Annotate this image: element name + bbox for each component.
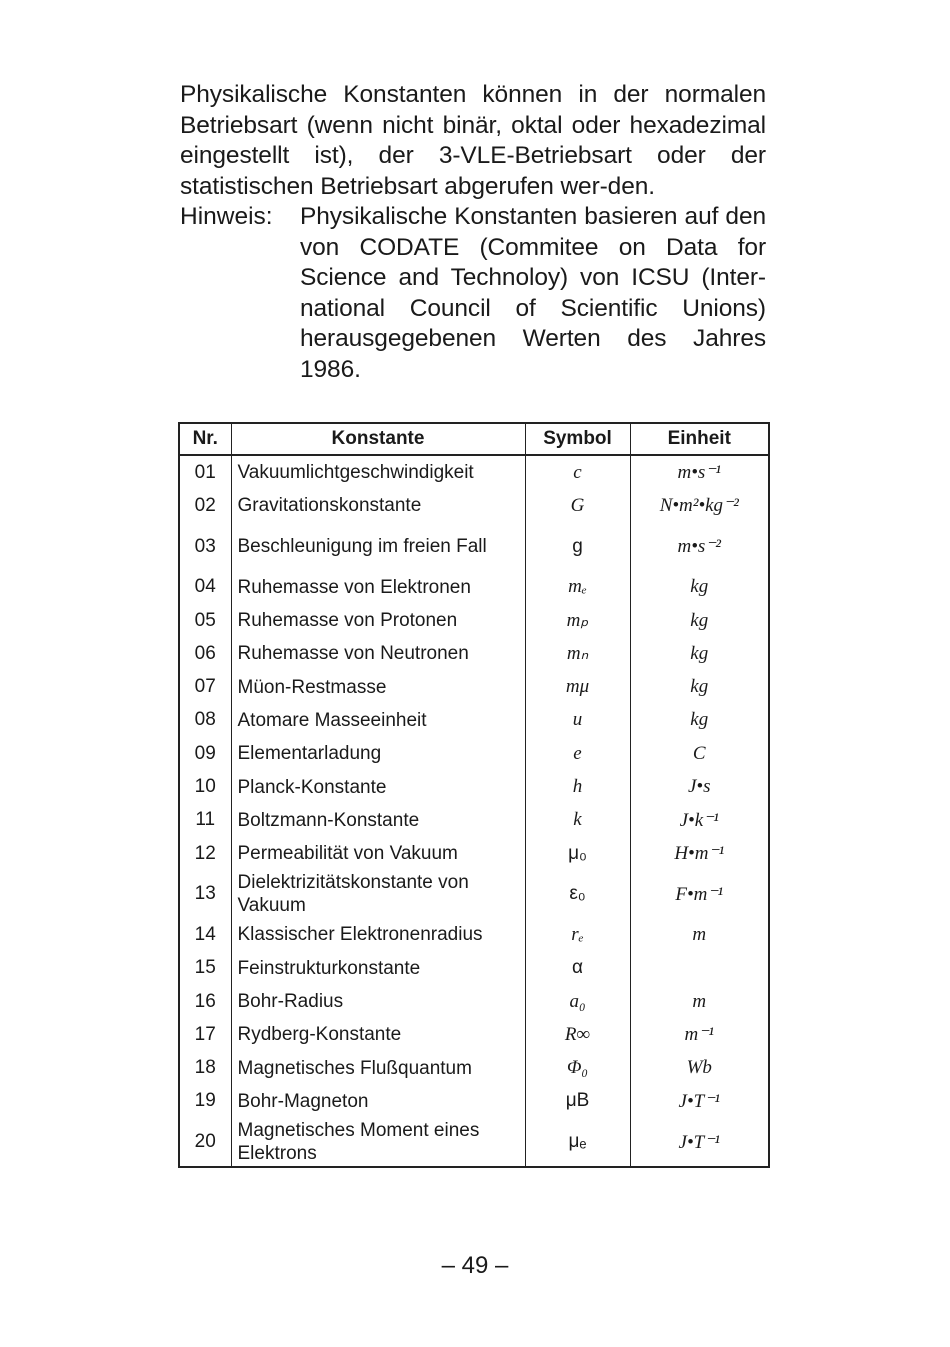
row-number: 17	[179, 1018, 231, 1051]
constant-name: Permeabilität von Vakuum	[231, 837, 525, 870]
constant-name: Feinstrukturkonstante	[231, 952, 525, 985]
constant-name: Vakuumlichtgeschwindigkeit	[231, 455, 525, 489]
constant-symbol: mₙ	[525, 637, 630, 670]
constant-name: Müon-Restmasse	[231, 670, 525, 703]
row-number: 14	[179, 918, 231, 951]
constant-symbol: G	[525, 489, 630, 522]
header-konstante: Konstante	[231, 423, 525, 455]
constant-unit: N•m²•kg⁻²	[630, 489, 769, 522]
constant-unit: m	[630, 985, 769, 1018]
constant-name: Gravitationskonstante	[231, 489, 525, 522]
constant-unit: H•m⁻¹	[630, 837, 769, 870]
table-row	[179, 455, 769, 489]
constant-name: Dielektrizitätskonstante von Vakuum	[231, 870, 525, 918]
constants-table	[178, 422, 770, 1168]
row-number: 09	[179, 737, 231, 770]
note	[180, 202, 766, 385]
constant-name: Bohr-Magneton	[231, 1085, 525, 1118]
constant-symbol: ε₀	[525, 870, 630, 918]
constant-symbol: μB	[525, 1085, 630, 1118]
constant-symbol: R∞	[525, 1018, 630, 1051]
constant-symbol: rₑ	[525, 918, 630, 951]
constant-unit: J•T⁻¹	[630, 1085, 769, 1118]
table-row	[179, 489, 769, 522]
row-number: 03	[179, 523, 231, 571]
row-number: 20	[179, 1118, 231, 1167]
table-header-row	[179, 423, 769, 455]
row-number: 07	[179, 670, 231, 703]
constant-name: Magnetisches Moment eines Elektrons	[231, 1118, 525, 1167]
header-nr: Nr.	[179, 423, 231, 455]
constant-unit: J•k⁻¹	[630, 804, 769, 837]
constant-symbol: mₑ	[525, 571, 630, 604]
table-row	[179, 523, 769, 571]
row-number: 15	[179, 952, 231, 985]
constant-name: Ruhemasse von Elektronen	[231, 571, 525, 604]
constant-symbol: mₚ	[525, 604, 630, 637]
table-row	[179, 918, 769, 951]
row-number: 06	[179, 637, 231, 670]
table-row	[179, 804, 769, 837]
row-number: 11	[179, 804, 231, 837]
constant-symbol: c	[525, 455, 630, 489]
table-row	[179, 1018, 769, 1051]
row-number: 05	[179, 604, 231, 637]
constant-unit: m⁻¹	[630, 1018, 769, 1051]
row-number: 02	[179, 489, 231, 522]
constant-symbol: mμ	[525, 670, 630, 703]
constant-symbol: e	[525, 737, 630, 770]
constant-name: Beschleunigung im freien Fall	[231, 523, 525, 571]
table-row	[179, 1118, 769, 1167]
table-row	[179, 1085, 769, 1118]
note-label: Hinweis:	[180, 203, 273, 230]
constant-symbol: μ₀	[525, 837, 630, 870]
row-number: 01	[179, 455, 231, 489]
constant-name: Ruhemasse von Neutronen	[231, 637, 525, 670]
constant-name: Elementarladung	[231, 737, 525, 770]
constant-unit: C	[630, 737, 769, 770]
constant-name: Atomare Masseeinheit	[231, 704, 525, 737]
constant-name: Klassischer Elektronenradius	[231, 918, 525, 951]
table-row	[179, 870, 769, 918]
constant-name: Magnetisches Flußquantum	[231, 1051, 525, 1084]
constant-symbol: u	[525, 704, 630, 737]
header-symbol: Symbol	[525, 423, 630, 455]
table-row	[179, 604, 769, 637]
row-number: 19	[179, 1085, 231, 1118]
row-number: 18	[179, 1051, 231, 1084]
constant-name: Rydberg-Konstante	[231, 1018, 525, 1051]
constant-name: Boltzmann-Konstante	[231, 804, 525, 837]
table-row	[179, 637, 769, 670]
table-row	[179, 770, 769, 803]
constant-unit	[630, 952, 769, 985]
table-row	[179, 952, 769, 985]
table-row	[179, 837, 769, 870]
page-text	[180, 80, 766, 385]
page-number: – 49 –	[441, 1252, 509, 1279]
row-number: 10	[179, 770, 231, 803]
constant-symbol: k	[525, 804, 630, 837]
constant-unit: F•m⁻¹	[630, 870, 769, 918]
constant-unit: kg	[630, 571, 769, 604]
intro-paragraph: Physikalische Konstanten können in der normalen Betriebsart (wenn nicht binär, oktal oder hexadezimal eingestellt ist), der 3-VLE-Betriebsart oder der statistischen Betriebsart abgerufen wer-den.	[180, 81, 766, 200]
row-number: 08	[179, 704, 231, 737]
constant-unit: m•s⁻¹	[630, 455, 769, 489]
table-row	[179, 571, 769, 604]
table-row	[179, 1051, 769, 1084]
constant-symbol: μₑ	[525, 1118, 630, 1167]
row-number: 16	[179, 985, 231, 1018]
constant-unit: m•s⁻²	[630, 523, 769, 571]
table-row	[179, 670, 769, 703]
constant-unit: m	[630, 918, 769, 951]
constant-unit: kg	[630, 670, 769, 703]
table-row	[179, 704, 769, 737]
row-number: 12	[179, 837, 231, 870]
row-number: 04	[179, 571, 231, 604]
constant-symbol: g	[525, 523, 630, 571]
constant-name: Bohr-Radius	[231, 985, 525, 1018]
table-row	[179, 737, 769, 770]
constant-symbol: α	[525, 952, 630, 985]
table-row	[179, 985, 769, 1018]
constant-unit: J•s	[630, 770, 769, 803]
constant-unit: J•T⁻¹	[630, 1118, 769, 1167]
constant-symbol: a₀	[525, 985, 630, 1018]
constant-unit: kg	[630, 604, 769, 637]
note-text: Physikalische Konstanten basieren auf den von CODATE (Commitee on Data for Science and Technoloy) von ICSU (Inter-national Council of Scientific Unions) herausgegebenen Werten des Jahres 1986.	[300, 203, 766, 383]
constant-symbol: Φ₀	[525, 1051, 630, 1084]
header-einheit: Einheit	[630, 423, 769, 455]
constant-unit: kg	[630, 637, 769, 670]
constant-name: Planck-Konstante	[231, 770, 525, 803]
constant-symbol: h	[525, 770, 630, 803]
constant-name: Ruhemasse von Protonen	[231, 604, 525, 637]
constant-unit: Wb	[630, 1051, 769, 1084]
row-number: 13	[179, 870, 231, 918]
constant-unit: kg	[630, 704, 769, 737]
